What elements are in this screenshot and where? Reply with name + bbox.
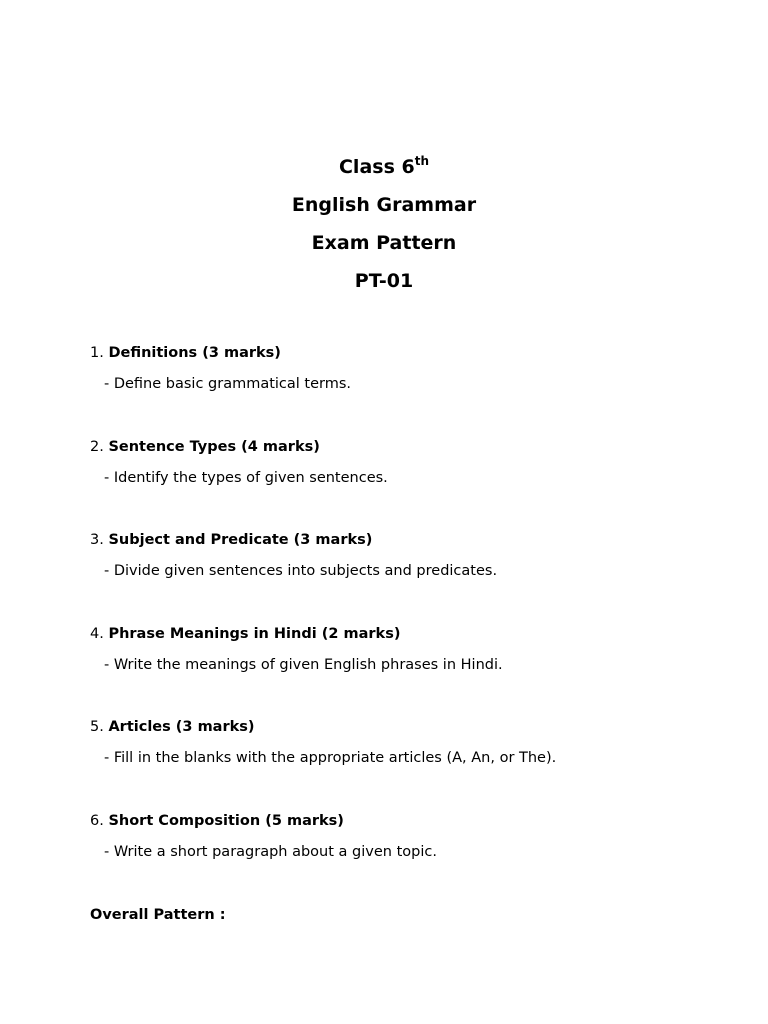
section-phrase-meanings — [90, 622, 730, 716]
class-superscript: th — [414, 154, 429, 168]
section-number: 1. — [90, 345, 104, 361]
section-number: 4. — [90, 625, 104, 642]
section-description: - Write the meanings of given English phrases in Hindi. — [104, 656, 503, 673]
section-subject-predicate — [90, 528, 730, 622]
test-code-title: PT-01 — [354, 270, 414, 292]
section-title: Definitions (3 marks) — [108, 345, 281, 361]
exam-sections — [90, 341, 730, 902]
section-number: 5. — [90, 719, 104, 735]
pattern-title: Exam Pattern — [311, 232, 457, 254]
section-title: Short Composition (5 marks) — [108, 812, 344, 829]
section-description: - Divide given sentences into subjects and predicates. — [104, 563, 498, 579]
section-description: - Define basic grammatical terms. — [104, 376, 352, 392]
section-title: Articles (3 marks) — [108, 719, 255, 735]
class-label: Class 6 — [338, 156, 415, 178]
section-articles — [90, 715, 730, 809]
section-title: Phrase Meanings in Hindi (2 marks) — [108, 625, 401, 642]
section-description: - Identify the types of given sentences. — [104, 469, 388, 486]
section-definitions — [90, 341, 730, 435]
section-number: 3. — [90, 532, 104, 548]
section-sentence-types — [90, 435, 730, 529]
section-title: Sentence Types (4 marks) — [108, 438, 320, 455]
subject-title: English Grammar — [291, 194, 477, 216]
section-description: - Fill in the blanks with the appropriate articles (A, An, or The). — [104, 750, 557, 766]
section-title: Subject and Predicate (3 marks) — [108, 532, 373, 548]
section-description: - Write a short paragraph about a given topic. — [104, 843, 437, 860]
section-short-composition — [90, 809, 730, 903]
section-number: 2. — [90, 438, 104, 455]
document-header — [0, 150, 768, 302]
class-title — [0, 150, 768, 188]
section-number: 6. — [90, 812, 104, 829]
overall-pattern-heading: Overall Pattern : — [90, 907, 226, 923]
